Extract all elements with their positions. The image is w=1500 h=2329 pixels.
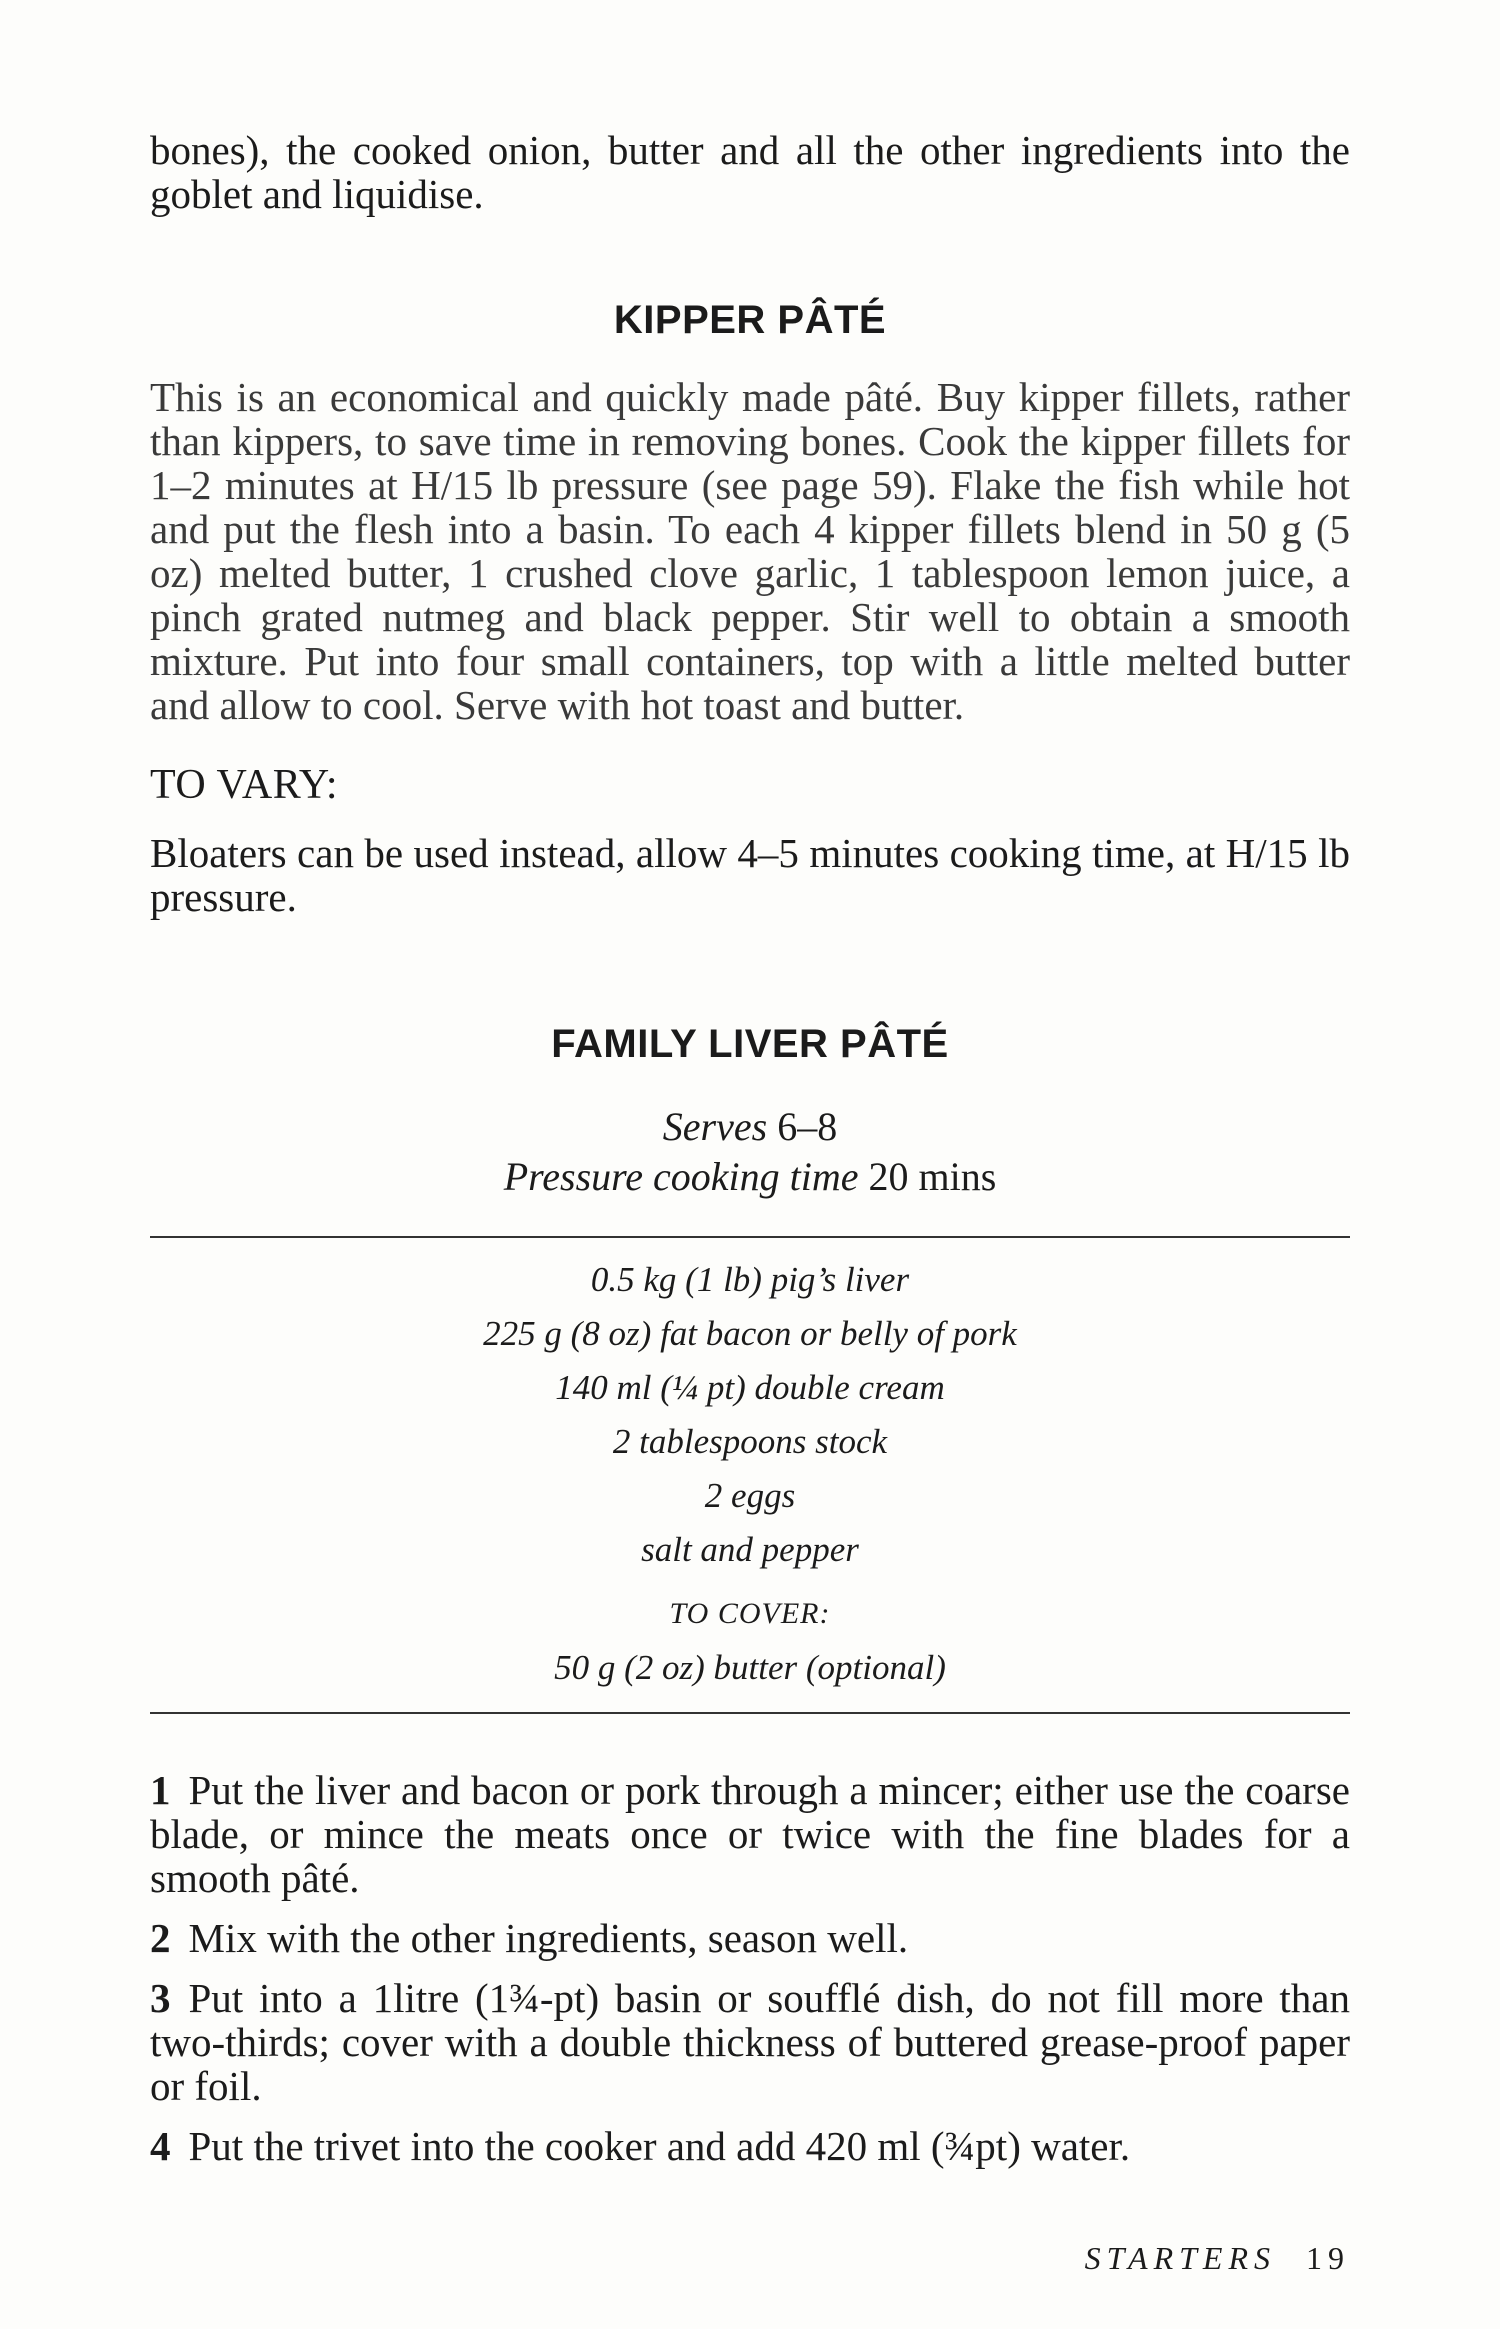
kipper-pate-section <box>150 375 1350 919</box>
cooking-time-label: Pressure cooking time <box>503 1154 859 1199</box>
step-number: 3 <box>150 1975 171 2021</box>
step-text: Put into a 1litre (1¾-pt) basin or soufflé dish, do not fill more than two-thirds; cover with a double thickness of buttered grease-proof paper or foil. <box>150 1975 1350 2109</box>
to-vary-text: Bloaters can be used instead, allow 4–5 minutes cooking time, at H/15 lb pressure. <box>150 830 1350 920</box>
method-step <box>150 1976 1350 2108</box>
family-liver-pate-title: FAMILY LIVER PÂTÉ <box>551 1022 949 1066</box>
intro-continuation <box>150 128 1350 216</box>
cooking-time-value: 20 mins <box>868 1154 997 1199</box>
cooking-time-line <box>150 1152 1350 1202</box>
page-number: 19 <box>1306 2240 1350 2276</box>
method-step <box>150 1768 1350 1900</box>
to-cover-label: TO COVER: <box>669 1597 831 1630</box>
ingredient-item: 140 ml (¼ pt) double cream <box>555 1368 945 1407</box>
ingredient-item: 225 g (8 oz) fat bacon or belly of pork <box>483 1314 1017 1353</box>
ingredients-list <box>150 1253 1350 1695</box>
step-text: Put the trivet into the cooker and add 420 ml (¾pt) water. <box>188 2123 1131 2169</box>
step-text: Mix with the other ingredients, season well. <box>188 1915 909 1961</box>
serves-line <box>150 1102 1350 1152</box>
ingredients-top-rule <box>150 1236 1350 1238</box>
kipper-pate-description: This is an economical and quickly made pâté. Buy kipper fillets, rather than kippers, to save time in removing bones. Cook the kipper fillets for 1–2 minutes at H/15 lb pressure (see page 59). Flake the fish while hot and put the flesh into a basin. To each 4 kipper fillets blend in 50 g (5 oz) melted butter, 1 crushed clove garlic, 1 tablespoon lemon juice, a pinch grated nutmeg and black pepper. Stir well to obtain a smooth mixture. Put into four small containers, top with a little melted butter and allow to cool. Serve with hot toast and butter. <box>150 374 1350 728</box>
method-step <box>150 2124 1350 2168</box>
kipper-pate-title: KIPPER PÂTÉ <box>613 298 887 342</box>
to-vary-heading: TO VARY: <box>150 762 339 808</box>
ingredient-item: 0.5 kg (1 lb) pig’s liver <box>590 1260 910 1299</box>
to-cover-item: 50 g (2 oz) butter (optional) <box>554 1648 946 1687</box>
step-number: 2 <box>150 1915 171 1961</box>
intro-paragraph: bones), the cooked onion, butter and all the other ingredients into the goblet and liquidise. <box>150 127 1350 217</box>
step-number: 4 <box>150 2123 171 2169</box>
ingredient-item: 2 eggs <box>704 1476 796 1515</box>
page-footer <box>1085 2240 1350 2277</box>
ingredient-item: salt and pepper <box>641 1530 859 1569</box>
step-text: Put the liver and bacon or pork through a mincer; either use the coarse blade, or mince the meats once or twice with the fine blades for a smooth pâté. <box>150 1767 1350 1901</box>
step-number: 1 <box>150 1767 171 1813</box>
ingredients-bottom-rule <box>150 1712 1350 1714</box>
footer-section-name: STARTERS <box>1084 2240 1276 2276</box>
recipe-meta <box>150 1102 1350 1202</box>
method-steps <box>150 1768 1350 2184</box>
serves-value: 6–8 <box>777 1104 838 1149</box>
serves-label: Serves <box>662 1104 768 1149</box>
ingredient-item: 2 tablespoons stock <box>612 1422 888 1461</box>
method-step <box>150 1916 1350 1960</box>
